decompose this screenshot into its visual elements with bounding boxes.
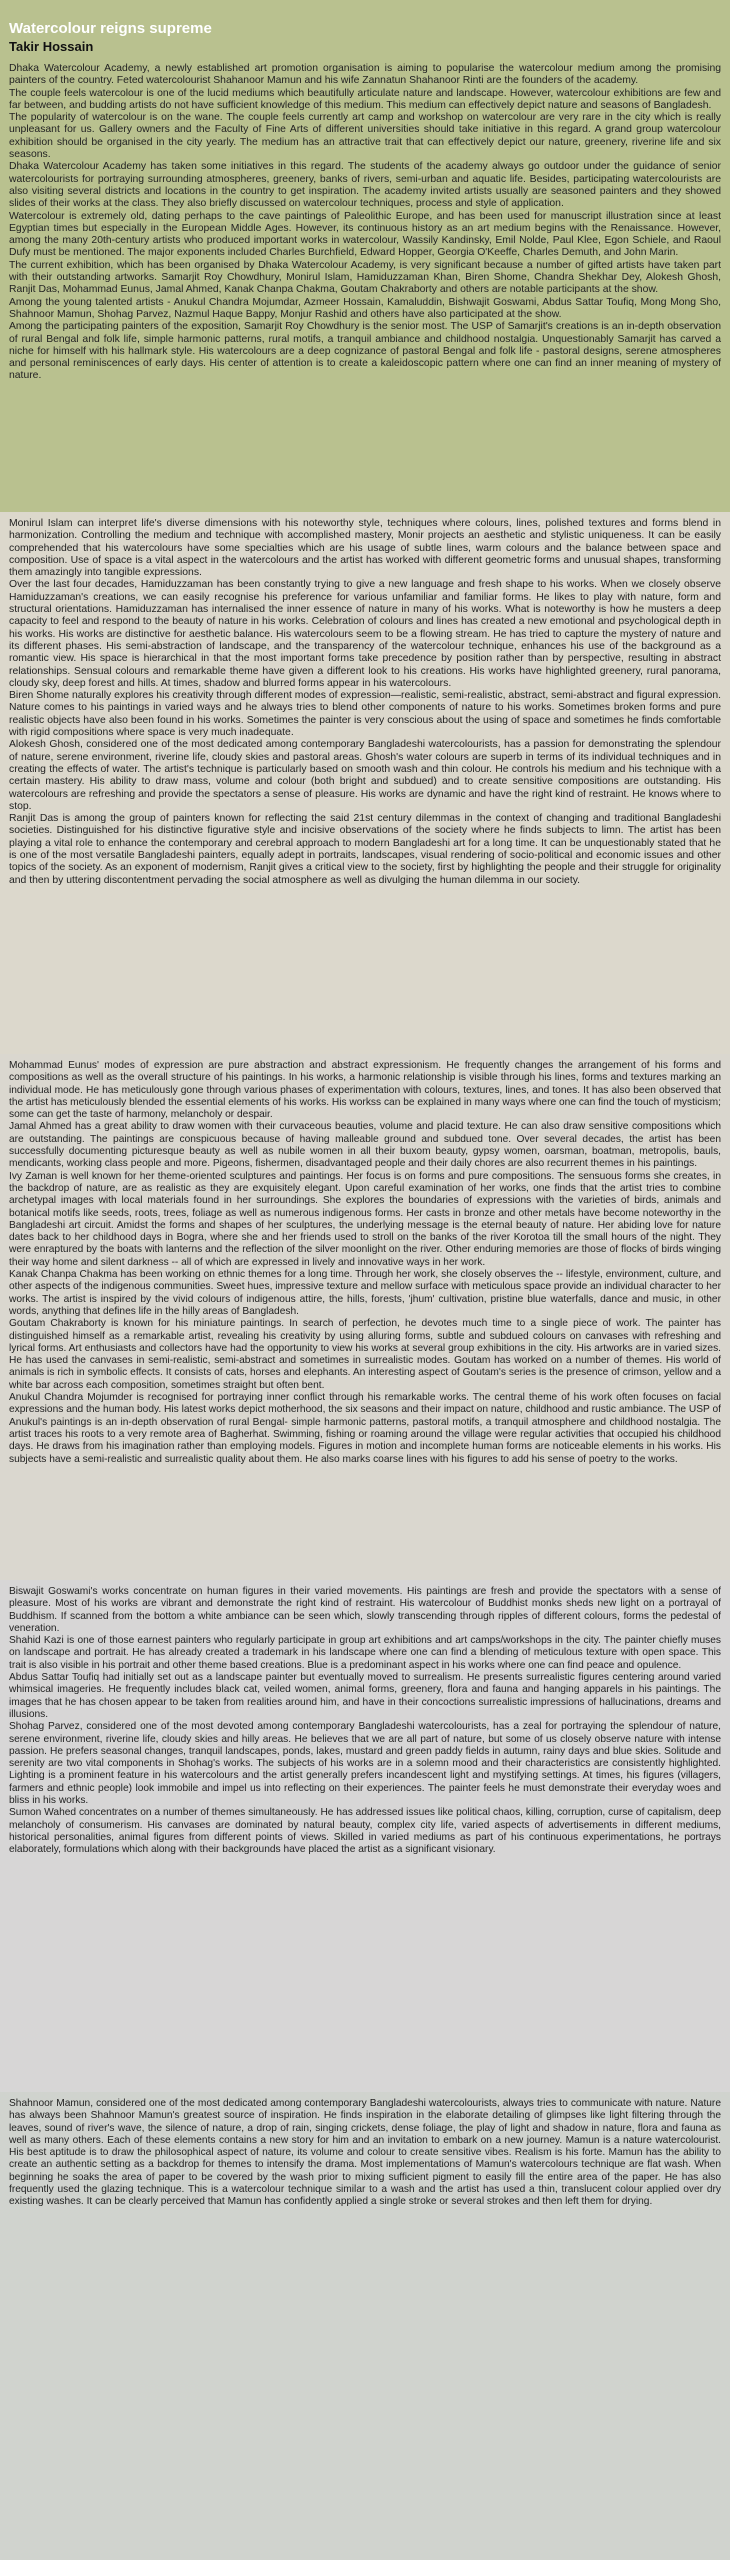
- section-2: [0, 512, 730, 1054]
- section-body: [9, 1060, 721, 1466]
- section-4: [0, 1580, 730, 2092]
- paragraph: Among the young talented artists - Anukul Chandra Mojumdar, Azmeer Hossain, Kamaluddin, Bishwajit Goswami, Abdus Sattar Toufiq, Mong Mong Sho, Shahnoor Mamun, Shohag Parvez, Nazmul Haque Bappy, Monjur Rashid and others have also participated at the show.: [9, 296, 721, 320]
- paragraph: Kanak Chanpa Chakma has been working on ethnic themes for a long time. Through her work, she closely observes the -- lifestyle, environment, culture, and other aspects of the indigenous communities. Sweet hues, impressive texture and mellow surface with meticulous space provide an individual character to her works. The artist is inspired by the vivid colours of indigenous attire, the hills, forests, 'jhum' cultivation, pristine blue waterfalls, dance and music, in other words, anything that defines life in the hilly areas of Bangladesh.: [9, 1269, 721, 1317]
- section-body: [9, 1586, 721, 1857]
- section-body: [9, 518, 721, 887]
- article-title: Watercolour reigns supreme: [9, 20, 212, 37]
- paragraph: Watercolour is extremely old, dating perhaps to the cave paintings of Paleolithic Europe, and has been used for manuscript illustration since at least Egyptian times but especially in the European Middle Ages. However, its continuous history as an art medium begins with the Renaissance. However, among the many 20th-century artists who produced important works in watercolour, Wassily Kandinsky, Emil Nolde, Paul Klee, Egon Schiele, and Raoul Dufy must be mentioned. The major exponents included Charles Burchfield, Edward Hopper, Georgia O'Keeffe, Charles Demuth, and John Marin.: [9, 210, 721, 259]
- paragraph: Sumon Wahed concentrates on a number of themes simultaneously. He has addressed issues like political chaos, killing, corruption, curse of capitalism, deep melancholy of consumerism. His canvases are dominated by natural beauty, complex city life, varied aspects of advertisements in different mediums, historical personalities, animal figures from different points of views. Skilled in varied mediums as part of his continuous experimentations, he portrays elaborately, formulations which along with their backgrounds have placed the artist as a significant visionary.: [9, 1807, 721, 1856]
- paragraph: Monirul Islam can interpret life's diverse dimensions with his noteworthy style, techniques where colours, lines, polished textures and forms blend in harmonization. Controlling the medium and technique with accomplished mastery, Monir projects an aesthetic and stylistic uniqueness. It can be easily comprehended that his watercolours have some specialties which are his usage of subtle lines, warm colours and the balance between space and composition. Use of space is a vital aspect in the watercolours and the artist has worked with different geometric forms and unusual shapes, transforming them amazingly into tangible expressions.: [9, 518, 721, 579]
- section-5: [0, 2092, 730, 2560]
- paragraph: Dhaka Watercolour Academy, a newly established art promotion organisation is aiming to popularise the watercolour medium among the promising painters of the country. Feted watercolourist Shahanoor Mamun and his wife Zannatun Shahanoor Rinti are the founders of the academy.: [9, 63, 721, 87]
- paragraph: Jamal Ahmed has a great ability to draw women with their curvaceous beauties, volume and placid texture. He can also draw sensitive compositions which are outstanding. The paintings are conspicuous because of having malleable ground and subdued tone. Over several decades, the artist has been successfully documenting picturesque beauty as well as nubile women in all their buxom beauty, gypsy women, oarsman, boatman, metropolis, bauls, mendicants, working class people and more. Pigeons, fishermen, disadvantaged people and their daily chores are also recurrent themes in his paintings.: [9, 1121, 721, 1170]
- paragraph: Shahnoor Mamun, considered one of the most dedicated among contemporary Bangladeshi watercolourists, always tries to communicate with nature. Nature has always been Shahnoor Mamun's greatest source of inspiration. He finds inspiration in the elaborate detailing of glimpses like light filtering through the leaves, sound of river's wave, the silence of nature, a drop of rain, singing crickets, dense foliage, the play of light and shadow in nature, flora and fauna as well as many others. Each of these elements contains a new story for him and an invitation to embark on a new journey. Mamun is a nature watercolourist. His best aptitude is to draw the philosophical aspect of nature, its volume and colour to create sensitive vibes. Realism is his forte. Mamun has the ability to create an authentic setting as a backdrop for themes to intensify the drama. Most implementations of Mamun's watercolours technique are flat wash. When beginning he soaks the area of paper to be covered by the wash prior to mixing sufficient pigment to easily fill the entire area of the paper. He has also frequently used the glazing technique. This is a watercolour technique similar to a wash and the artist has used a thin, translucent colour applied over dry existing washes. It can be clearly perceived that Mamun has confidently applied a single stroke or several strokes and then left them for drying.: [9, 2098, 721, 2208]
- paragraph: The couple feels watercolour is one of the lucid mediums which beautifully articulate nature and landscape. However, watercolour exhibitions are few and far between, and budding artists do not have sufficient knowledge of this medium. This medium can effectively depict nature and seasons of Bangladesh.: [9, 87, 721, 111]
- paragraph: Biswajit Goswami's works concentrate on human figures in their varied movements. His paintings are fresh and provide the spectators with a sense of pleasure. Most of his works are vibrant and demonstrate the right kind of restraint. His watercolour of Buddhist monks sheds new light on a portrayal of Buddhism. If scanned from the bottom a white ambiance can be seen which, slowly transcending through ripples of different colours, forms the pedestal of veneration.: [9, 1586, 721, 1634]
- paragraph: Ivy Zaman is well known for her theme-oriented sculptures and paintings. Her focus is on forms and pure compositions. The sensuous forms she creates, in the backdrop of nature, are as realistic as they are exquisitely elegant. Upon careful examination of her works, one finds that the artist tries to combine archetypal images with local materials found in her surroundings. She explores the boundaries of expressions with the varieties of birds, animals and botanical motifs like seeds, roots, trees, foliage as well as numerous indigenous forms. Her casts in bronze and other metals have become noteworthy in the Bangladeshi art circuit. Amidst the forms and shapes of her sculptures, the underlying message is the eternal beauty of nature. Her abiding love for nature dates back to her childhood days in Bogra, where she and her friends used to stroll on the banks of the river Korotoa till the small hours of the night. They were enraptured by the boats with lanterns and the reflection of the silver moonlight on the river. Other enduring memories are those of flocks of birds winging their way home and silent darkness -- all of which are expressed in lively and innovative ways in her work.: [9, 1170, 721, 1268]
- intro-section: [0, 0, 730, 512]
- paragraph: Shahid Kazi is one of those earnest painters who regularly participate in group art exhibitions and art camps/workshops in the city. The painter chiefly muses on landscape and portrait. He has already created a trademark in his landscape where one can find a blending of meticulous texture with open space. This trait is also visible in his portrait and other theme based creations. Blue is a predominant aspect in his works where one can find peace and opulence.: [9, 1635, 721, 1671]
- paragraph: Abdus Sattar Toufiq had initially set out as a landscape painter but eventually moved to surrealism. He presents surrealistic figures centering around varied whimsical imageries. He frequently includes black cat, veiled women, animal forms, greenery, flora and fauna and hanging apparels in his paintings. The images that he has chosen appear to be taken from realities around him, and have in their concoctions surrealistic impressions of hallucinations, dreams and illusions.: [9, 1672, 721, 1720]
- section-3: [0, 1054, 730, 1580]
- paragraph: Anukul Chandra Mojumder is recognised for portraying inner conflict through his remarkable works. The central theme of his work often focuses on facial expressions and the human body. His latest works depict motherhood, the six seasons and their impact on nature, childhood and rustic ambiance. The USP of Anukul's paintings is an in-depth observation of rural Bengal- simple harmonic patterns, pastoral motifs, a tranquil atmosphere and childhood nostalgia. The artist traces his roots to a very remote area of Bagherhat. Swimming, fishing or roaming around the village were regular activities that occupied his childhood days. He draws from his imagination rather than employing models. Figures in motion and incomplete human forms are noticeable elements in his works. His subjects have a semi-realistic and surrealistic quality about them. He also marks coarse lines with his figures to add his sense of poetry to the works.: [9, 1392, 721, 1465]
- paragraph: Mohammad Eunus' modes of expression are pure abstraction and abstract expressionism. He frequently changes the arrangement of his forms and compositions as well as the overall structure of his paintings. In his works, a harmonic relationship is visible through his lines, forms and textures marking an individual mode. He has meticulously gone through various phases of experimentation with colours, textures, lines, and tones. It has also been observed that the artist has meticulously blended the essential elements of his works. His workss can be explained in many ways where one can find the touch of mysticism; some can get the taste of harmony, melancholy or despair.: [9, 1060, 721, 1121]
- paragraph: Among the participating painters of the exposition, Samarjit Roy Chowdhury is the senior most. The USP of Samarjit's creations is an in-depth observation of rural Bengal and folk life, simple harmonic patterns, rural motifs, a tranquil ambiance and childhood nostalgia. Unquestionably Samarjit has carved a niche for himself with his hallmark style. His watercolours are a deep cognizance of pastoral Bengal and folk life - pastoral designs, serene atmospheres and personal reminiscences of early days. His center of attention is to create a kaleidoscopic pattern where one can find an inner meaning of mystery of nature.: [9, 321, 721, 382]
- paragraph: Over the last four decades, Hamiduzzaman has been constantly trying to give a new language and fresh shape to his works. When we closely observe Hamiduzzaman's creations, we can easily recognise his preference for various unfamiliar and familiar forms. He likes to play with nature, form and structural orientations. Hamiduzzaman has internalised the inner essence of nature in many of his works. What is noteworthy is how he musters a deep capacity to feel and respond to the beauty of nature in his works. Celebration of colours and lines has created a new emotional and psychological depth in his works. His works are distinctive for aesthetic balance. His watercolours seem to be a flowing stream. He has tried to capture the mystery of nature and its different phases. His semi-abstraction of landscape, and the transparency of the watercolour technique, enhances his use of the background as a romantic view. His space is hierarchical in that the most important forms take precedence by position rather than by perspective, resulting in abstract relationships. Sensual colours and remarkable theme have given a different look to his creations. His works have highlighted greenery, rural panorama, cloudy sky, deep forest and hills. At times, shadow and blurred forms appear in his watercolours.: [9, 579, 721, 689]
- paragraph: Shohag Parvez, considered one of the most devoted among contemporary Bangladeshi watercolourists, has a zeal for portraying the splendour of nature, serene environment, riverine life, cloudy skies and hilly areas. He believes that we are all part of nature, but some of us closely observe nature with intense passion. He prefers seasonal changes, tranquil landscapes, ponds, lakes, mustard and green paddy fields in autumn, rainy days and blue skies. Solitude and serenity are two vital components in Shohag's works. The subjects of his works are in a solemn mood and their characteristics are consistently highlighted. Lighting is a prominent feature in his watercolours and the artist generally prefers incandescent light and mystifying settings. At times, his figures (villagers, farmers and ethnic people) look immobile and impel us into reflecting on their experiences. The painter feels he must demonstrate their everyday woes and bliss in his works.: [9, 1721, 721, 1807]
- article-author: Takir Hossain: [9, 39, 94, 54]
- paragraph: Alokesh Ghosh, considered one of the most dedicated among contemporary Bangladeshi watercolourists, has a passion for demonstrating the splendour of nature, serene environment, riverine life, cloudy skies and pastoral areas. Ghosh's water colours are superb in terms of its individual techniques and in creating the effects of water. The artist's technique is particularly based on smooth wash and thin colour. He controls his medium and his technique with a certain mastery. His ability to draw mass, volume and colour (both bright and subdued) and to create sensitive compositions are outstanding. His watercolours are refreshing and provide the spectators a sense of pleasure. His works are dynamic and have the right kind of restraint. He knows where to stop.: [9, 739, 721, 812]
- paragraph: Dhaka Watercolour Academy has taken some initiatives in this regard. The students of the academy always go outdoor under the guidance of senior watercolourists for portraying surrounding atmospheres, greenery, banks of rivers, semi-urban and aquatic life. Besides, participating watercolourists are also visiting several districts and locations in the country to get inspiration. The academy invited artists usually are seasoned painters and they showed slides of their works at the class. They also briefly discussed on watercolour techniques, process and style of application.: [9, 161, 721, 210]
- paragraph: The popularity of watercolour is on the wane. The couple feels currently art camp and workshop on watercolour are very rare in the city which is really unpleasant for us. Gallery owners and the Faculty of Fine Arts of different universities should take initiative in this regard. A grand group watercolour exhibition should be organised in the city yearly. The medium has an attractive trait that can effectively depict our nature, greenery, riverine life and six seasons.: [9, 112, 721, 161]
- section-body: [9, 2098, 721, 2209]
- paragraph: Ranjit Das is among the group of painters known for reflecting the said 21st century dilemmas in the context of changing and traditional Bangladeshi societies. Distinguished for his distinctive figurative style and incisive observations of the society where he finds subjects to limn. The artist has been playing a vital role to enhance the contemporary and cerebral approach to modern Bangladeshi art for a long time. It can be unquestionably stated that he is one of the most versatile Bangladeshi painters, equally adept in portraits, landscapes, visual rendering of socio-political and economic issues and other topics of the society. As an exponent of modernism, Ranjit gives a critical view to the society, first by highlighting the people and their struggle for originality and then by uttering discontentment pervading the social atmosphere as well as divulging the human dilemma in our society.: [9, 813, 721, 886]
- section-body: [9, 63, 721, 383]
- paragraph: The current exhibition, which has been organised by Dhaka Watercolour Academy, is very significant because a number of gifted artists have taken part with their outstanding artworks. Samarjit Roy Chowdhury, Monirul Islam, Hamiduzzaman Khan, Biren Shome, Chandra Shekhar Dey, Alokesh Ghosh, Ranjit Das, Mohammad Eunus, Jamal Ahmed, Kanak Chanpa Chakma, Goutam Chakraborty and others are notable participants at the show.: [9, 259, 721, 296]
- paragraph: Biren Shome naturally explores his creativity through different modes of expression—realistic, semi-realistic, abstract, semi-abstract and figural expression. Nature comes to his paintings in varied ways and he always tries to blend other components of nature to his works. Sometimes broken forms and pure realistic objects have also been found in his works. Sometimes the painter is very conscious about the using of space and sometimes he finds comfortable with rigid compositions where space is very much inadequate.: [9, 690, 721, 739]
- paragraph: Goutam Chakraborty is known for his miniature paintings. In search of perfection, he devotes much time to a single piece of work. The painter has distinguished himself as a remarkable artist, revealing his creativity by using alluring forms, subtle and subdued colours on canvases with refreshing and lyrical forms. Art enthusiasts and collectors have had the opportunity to view his works at several group exhibitions in the city. His artworks are in varied sizes. He has used the canvases in semi-realistic, semi-abstract and sometimes in surrealistic modes. Goutam has worked on a number of themes. His world of animals is rich in symbolic effects. It consists of cats, horses and elephants. An interesting aspect of Goutam's series is the presence of crimson, yellow and a white bar across each composition, sometimes straight but often bent.: [9, 1318, 721, 1391]
